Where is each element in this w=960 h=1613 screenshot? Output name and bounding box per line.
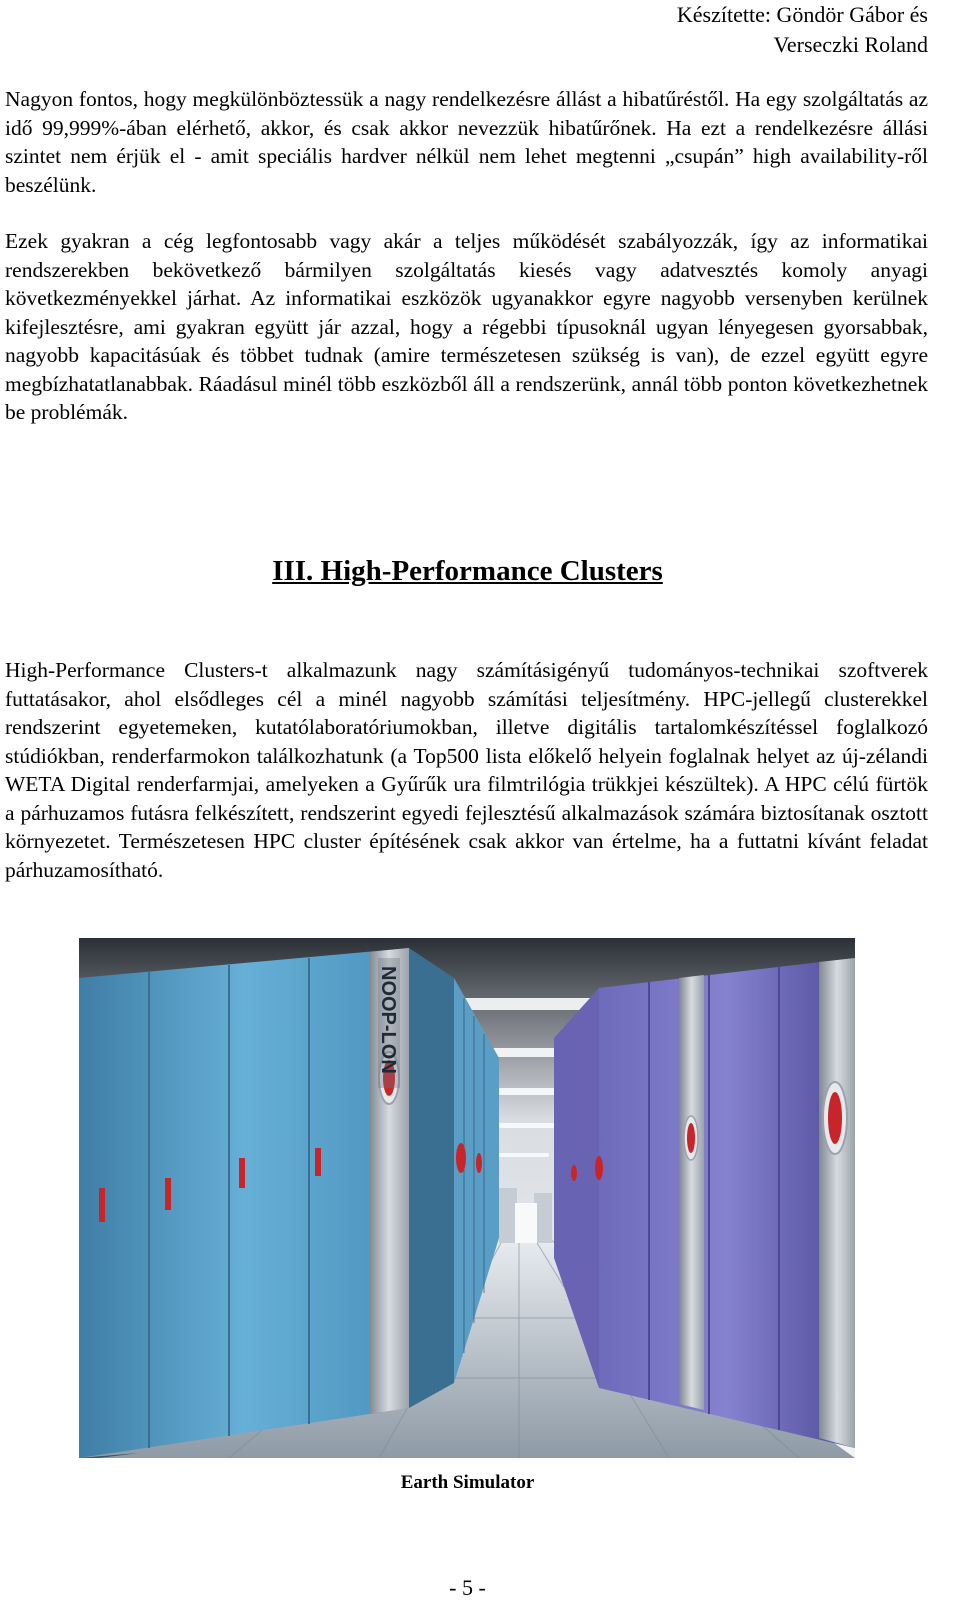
header-author-line-1: Készítette: Göndör Gábor és: [676, 2, 928, 27]
page-header: [528, 0, 928, 60]
figure-caption: Earth Simulator: [400, 1472, 535, 1493]
cabinet-label: NOOP-LON: [377, 966, 399, 1074]
paragraph-hpc: High-Performance Clusters-t alkalmazunk nagy számításigényű tudományos-technikai szoftverek futtatásakor, ahol elsődleges cél a minél nagyobb számítási teljesítmény. HPC-jellegű clusterekkel rendszerint egyetemeken, kutatólaboratóriumokban, illetve digitális tartalomkészítéssel foglalkozó stúdiókban, renderfarmokon találkozhatunk (a Top500 lista előkelő helyein foglalnak helyet az új-zélandi WETA Digital renderfarmjai, amelyeken a Gyűrűk ura filmtrilógia trükkjei készültek). A HPC célú fürtök a párhuzamos futásra felkészített, rendszerint egyedi fejlesztésű alkalmazások számára biztosítanak osztott környezetet. Természetesen HPC cluster építésének csak akkor van értelme, ha a futtatni kívánt feladat párhuzamosítható.: [5, 658, 928, 882]
earth-simulator-photo: [79, 938, 855, 1458]
paragraph-consequences: Ezek gyakran a cég legfontosabb vagy akár a teljes működését szabályozzák, így az informatikai rendszerekben bekövetkező bármilyen szolgáltatás kiesés vagy adatvesztés komoly anyagi következményekkel járhat. Az informatikai eszközök ugyanakkor egyre nagyobb versenyben kerülnek kifejlesztésre, ami gyakran együtt jár azzal, hogy a régebbi típusoknál ugyan lényegesen gyorsabbak, nagyobb kapacitásúak és többet tudnak (amire természetesen szükség is van), de ezzel együtt egyre megbízhatatlanabbak. Ráadásul minél több eszközből áll a rendszerünk, annál több ponton következhetnek be problémák.: [5, 229, 928, 424]
header-author-line-2: Verseczki Roland: [773, 32, 928, 57]
section-heading: III. High-Performance Clusters: [272, 555, 663, 587]
server-aisle-illustration: [79, 938, 855, 1458]
page-number: - 5 -: [449, 1575, 486, 1600]
paragraph-availability: Nagyon fontos, hogy megkülönböztessük a nagy rendelkezésre állást a hibatűréstől. Ha egy szolgáltatás az idő 99,999%-ában elérhető, akkor, és csak akkor nevezzük hibatűrőnek. Ha ezt a rendelkezésre állási szintet nem érjük el - amit speciális hardver nélkül nem lehet megtenni „csupán” high availability-ről beszélünk.: [5, 87, 928, 197]
